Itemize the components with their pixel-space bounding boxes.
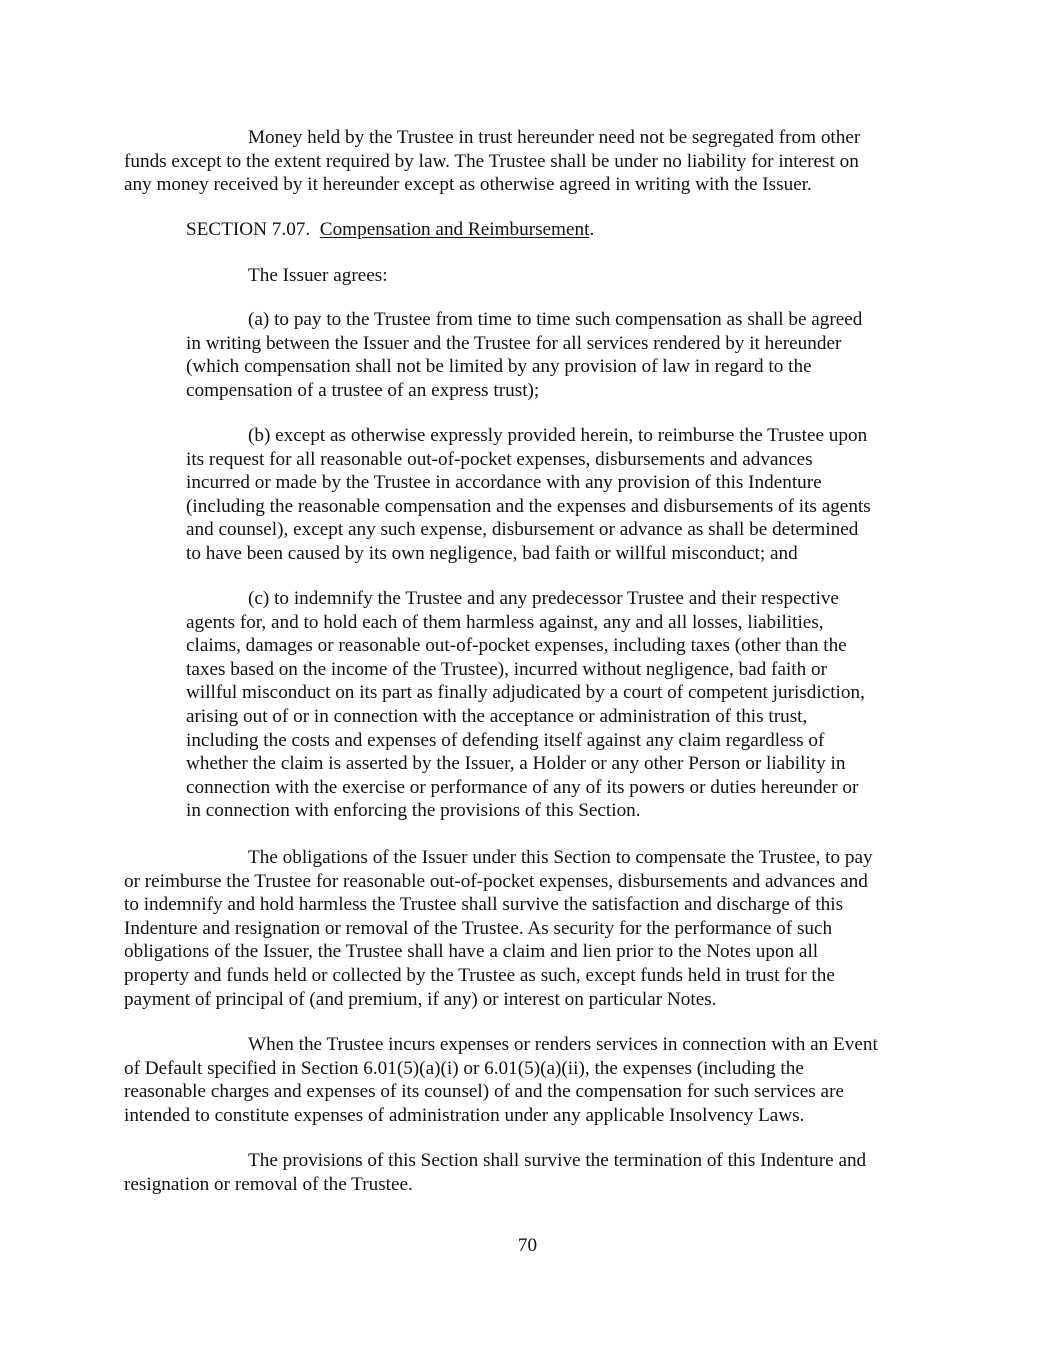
- clause-c: [186, 587, 865, 823]
- text-line: incurred or made by the Trustee in accordance with any provision of this Indenture: [186, 472, 822, 494]
- section-heading: [186, 218, 594, 242]
- text-line: any money received by it hereunder except as otherwise agreed in writing with the Issuer.: [124, 174, 812, 196]
- clause-b: [186, 424, 871, 566]
- text-line: in writing between the Issuer and the Trustee for all services rendered by it hereunder: [186, 332, 842, 354]
- text-line: reasonable charges and expenses of its counsel) of and the compensation for such services are: [124, 1081, 844, 1103]
- section-title-period: .: [589, 219, 595, 240]
- text-line: Money held by the Trustee in trust hereunder need not be segregated from other: [248, 127, 861, 148]
- text-line: agents for, and to hold each of them harmless against, any and all losses, liabilities,: [186, 611, 824, 633]
- text-line: funds except to the extent required by law. The Trustee shall be under no liability for interest on: [124, 150, 859, 172]
- text-line: to have been caused by its own negligence, bad faith or willful misconduct; and: [186, 542, 798, 564]
- section-title: Compensation and Reimbursement: [319, 219, 590, 240]
- text-line: taxes based on the income of the Trustee), incurred without negligence, bad faith or: [186, 658, 828, 680]
- text-line: its request for all reasonable out-of-pocket expenses, disbursements and advances: [186, 448, 813, 470]
- clause-a: [186, 308, 862, 402]
- text-line: of Default specified in Section 6.01(5)(a)(i) or 6.01(5)(a)(ii), the expenses (including the: [124, 1057, 804, 1079]
- text-line: property and funds held or collected by the Trustee as such, except funds held in trust for the: [124, 964, 835, 986]
- text-line: (including the reasonable compensation and the expenses and disbursements of its agents: [186, 495, 871, 517]
- page-number: 70: [517, 1235, 538, 1256]
- paragraph-obligations: [124, 846, 873, 1011]
- text-line: (c) to indemnify the Trustee and any predecessor Trustee and their respective: [248, 588, 839, 609]
- text-line: in connection with enforcing the provisions of this Section.: [186, 800, 641, 822]
- text-line: The obligations of the Issuer under this Section to compensate the Trustee, to pay: [248, 847, 873, 868]
- text-line: (b) except as otherwise expressly provided herein, to reimburse the Trustee upon: [248, 425, 868, 446]
- text-line: and counsel), except any such expense, disbursement or advance as shall be determined: [186, 519, 859, 541]
- issuer-agrees-line: The Issuer agrees:: [248, 265, 388, 286]
- text-line: willful misconduct on its part as finally adjudicated by a court of competent jurisdiction,: [186, 682, 865, 704]
- text-line: claims, damages or reasonable out-of-pocket expenses, including taxes (other than the: [186, 635, 847, 657]
- paragraph-money-held: [124, 126, 860, 197]
- paragraph-survival: [124, 1149, 866, 1196]
- text-line: (a) to pay to the Trustee from time to time such compensation as shall be agreed: [248, 309, 863, 330]
- text-line: whether the claim is asserted by the Issuer, a Holder or any other Person or liability in: [186, 753, 846, 775]
- text-line: intended to constitute expenses of administration under any applicable Insolvency Laws.: [124, 1104, 805, 1126]
- text-line: (which compensation shall not be limited by any provision of law in regard to the: [186, 356, 812, 378]
- text-line: When the Trustee incurs expenses or renders services in connection with an Event: [248, 1034, 878, 1055]
- text-line: or reimburse the Trustee for reasonable out-of-pocket expenses, disbursements and advances and: [124, 870, 868, 892]
- text-line: payment of principal of (and premium, if any) or interest on particular Notes.: [124, 988, 717, 1010]
- text-line: including the costs and expenses of defending itself against any claim regardless of: [186, 729, 825, 751]
- text-line: The provisions of this Section shall survive the termination of this Indenture and: [248, 1150, 867, 1171]
- section-number: SECTION 7.07.: [186, 219, 311, 240]
- text-line: resignation or removal of the Trustee.: [124, 1173, 413, 1195]
- text-line: to indemnify and hold harmless the Trustee shall survive the satisfaction and discharge of this: [124, 894, 844, 916]
- paragraph-event-of-default: [124, 1033, 878, 1127]
- text-line: Indenture and resignation or removal of the Trustee. As security for the performance of such: [124, 917, 833, 939]
- text-line: obligations of the Issuer, the Trustee shall have a claim and lien prior to the Notes upon all: [124, 941, 819, 963]
- text-line: arising out of or in connection with the acceptance or administration of this trust,: [186, 705, 808, 727]
- text-line: connection with the exercise or performance of any of its powers or duties hereunder or: [186, 776, 859, 798]
- text-line: compensation of a trustee of an express trust);: [186, 379, 540, 401]
